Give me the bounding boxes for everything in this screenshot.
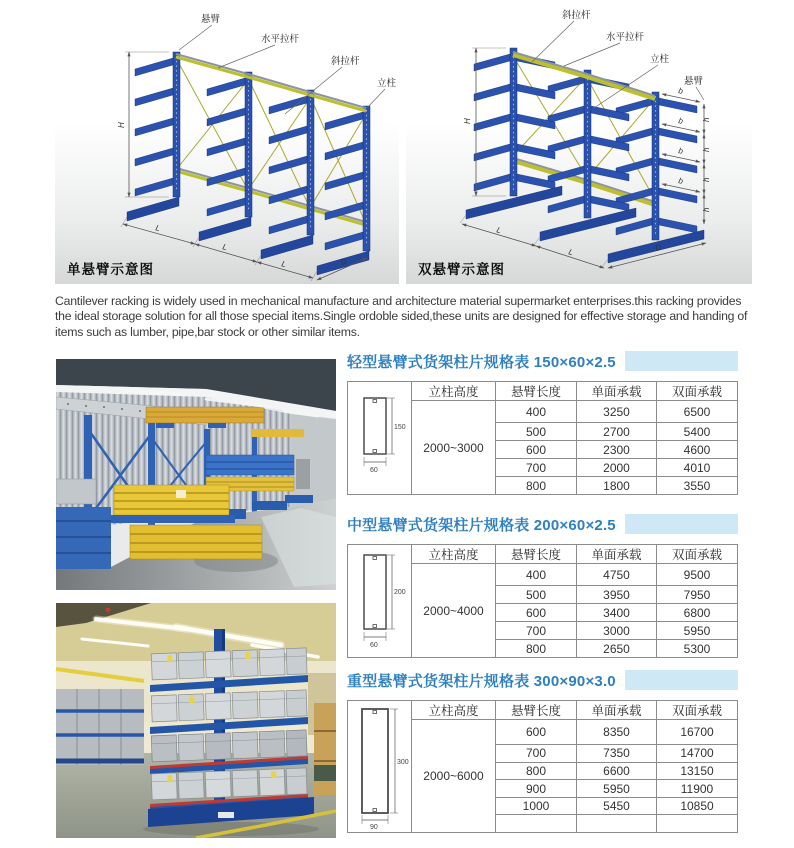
cell: 600 [496, 441, 577, 459]
spec-title-row [347, 350, 738, 372]
cell: 600 [496, 720, 577, 745]
title-highlight-bar [625, 351, 738, 371]
column-label: 立柱 [650, 54, 670, 65]
cell: 600 [496, 604, 577, 622]
profile-height: 200 [393, 589, 406, 596]
spec-table-medium-duty [347, 544, 738, 658]
leader-line [218, 45, 275, 68]
title-highlight-bar [625, 670, 738, 690]
column-label: 立柱 [377, 78, 397, 89]
double-cantilever-diagram [406, 6, 752, 284]
svg-text:h: h [702, 117, 711, 122]
svg-text:b: b [677, 176, 684, 186]
cell: 500 [496, 423, 577, 441]
leader-line [367, 89, 385, 108]
col-header: 立柱高度 [412, 382, 496, 401]
cell: 700 [496, 459, 577, 477]
svg-text:L: L [495, 225, 503, 236]
cell: 5400 [657, 423, 738, 441]
col-header: 单面承载 [577, 382, 657, 401]
depth-dimension: D [339, 256, 349, 267]
svg-text:L: L [567, 247, 575, 258]
cell: 800 [496, 477, 577, 495]
spec-title: 轻型悬臂式货架柱片规格表 150×60×2.5 [347, 353, 616, 371]
cell: 800 [496, 640, 577, 658]
spec-title: 中型悬臂式货架柱片规格表 200×60×2.5 [347, 516, 616, 534]
cell: 1800 [577, 477, 657, 495]
cell: 900 [496, 780, 577, 798]
spec-table-heavy-duty [347, 700, 738, 833]
cell: 3950 [577, 586, 657, 604]
column-height-cell: 2000~3000 [412, 401, 496, 495]
svg-text:b: b [677, 116, 684, 126]
cell: 5450 [577, 797, 657, 815]
cell: 6600 [577, 762, 657, 780]
column-height-cell: 2000~6000 [412, 720, 496, 833]
spec-title: 重型悬臂式货架柱片规格表 300×90×3.0 [347, 672, 616, 690]
cell: 3000 [577, 622, 657, 640]
cell: 7350 [577, 745, 657, 763]
single-cantilever-diagram-panel [55, 6, 399, 284]
arm-label: 悬臂 [201, 14, 221, 25]
col-header: 悬臂长度 [496, 701, 577, 720]
col-header: 单面承载 [577, 701, 657, 720]
cell: 8350 [577, 720, 657, 745]
cell: 6800 [657, 604, 738, 622]
single-cantilever-diagram [55, 6, 399, 284]
cell: 5950 [577, 780, 657, 798]
column-height-cell: 2000~4000 [412, 564, 496, 658]
cell: 2300 [577, 441, 657, 459]
single-cantilever-caption: 单悬臂示意图 [67, 262, 154, 277]
cell: 2650 [577, 640, 657, 658]
col-header: 立柱高度 [412, 545, 496, 564]
cell: 10850 [657, 797, 738, 815]
warehouse-photo-indoor-cantilever [56, 603, 336, 838]
cell: 500 [496, 586, 577, 604]
cell: 3400 [577, 604, 657, 622]
svg-text:h: h [702, 207, 711, 212]
profile-height: 300 [396, 759, 409, 766]
cell: 700 [496, 745, 577, 763]
cell: 400 [496, 564, 577, 586]
profile-width: 60 [369, 642, 378, 649]
cell: 11900 [657, 780, 738, 798]
cell: 2700 [577, 423, 657, 441]
svg-text:h: h [702, 147, 711, 152]
cell: 13150 [657, 762, 738, 780]
spec-section-medium-duty [347, 513, 738, 658]
col-header: 立柱高度 [412, 701, 496, 720]
cell [496, 815, 577, 833]
spec-table-light-duty [347, 381, 738, 495]
profile-height: 150 [393, 424, 406, 431]
cell: 4600 [657, 441, 738, 459]
cell: 700 [496, 622, 577, 640]
cell: 3250 [577, 401, 657, 423]
col-header: 双面承载 [657, 545, 738, 564]
leader-line [179, 25, 212, 50]
svg-text:h: h [702, 177, 711, 182]
warehouse-photo-outdoor-cantilever [56, 359, 336, 590]
cell: 2000 [577, 459, 657, 477]
cell: 400 [496, 401, 577, 423]
double-cantilever-diagram-panel [406, 6, 752, 284]
column-profile-diagram [348, 545, 412, 658]
height-dimension: H [463, 118, 472, 124]
svg-text:b: b [677, 146, 684, 156]
cell: 3550 [657, 477, 738, 495]
cell: 5300 [657, 640, 738, 658]
col-header: 双面承载 [657, 382, 738, 401]
double-cantilever-caption: 双悬臂示意图 [418, 262, 505, 277]
spec-section-heavy-duty [347, 669, 738, 833]
rack-columns [127, 52, 370, 275]
cell: 4750 [577, 564, 657, 586]
length-dimension: L [221, 242, 229, 253]
cell [657, 815, 738, 833]
col-header: 双面承载 [657, 701, 738, 720]
title-highlight-bar [625, 514, 738, 534]
column-profile-diagram [348, 382, 412, 495]
col-header: 悬臂长度 [496, 382, 577, 401]
cell: 9500 [657, 564, 738, 586]
cell [577, 815, 657, 833]
spec-section-light-duty [347, 350, 738, 495]
length-dimension: L [280, 259, 288, 270]
horizontal-tie-label: 水平拉杆 [606, 32, 645, 43]
horizontal-tie-label: 水平拉杆 [261, 34, 300, 45]
svg-text:b: b [677, 86, 684, 96]
col-header: 单面承载 [577, 545, 657, 564]
arm-label: 悬臂 [684, 76, 704, 87]
profile-width: 60 [369, 467, 378, 474]
cell: 1000 [496, 797, 577, 815]
svg-text:D: D [654, 242, 663, 253]
profile-width: 90 [369, 824, 378, 830]
height-dimension: H [117, 122, 126, 128]
cell: 16700 [657, 720, 738, 745]
cell: 14700 [657, 745, 738, 763]
intro-paragraph: Cantilever racking is widely used in mechanical manufacture and architecture material supermarket enterprises.this racking provides the ideal storage solution for all those special items.Single ordoble sided,these units are designed for effective storage and handing of items such as lumber, pipe,bar stock or other similar items. [55, 294, 748, 339]
cell: 4010 [657, 459, 738, 477]
spec-title-row [347, 669, 738, 691]
diagonal-tie-label: 斜拉杆 [331, 56, 360, 67]
col-header: 悬臂长度 [496, 545, 577, 564]
length-dimension: L [154, 223, 162, 234]
cell: 5950 [657, 622, 738, 640]
cell: 800 [496, 762, 577, 780]
cell: 7950 [657, 586, 738, 604]
column-profile-diagram [348, 701, 412, 833]
diagonal-tie-label: 斜拉杆 [562, 10, 591, 21]
cell: 6500 [657, 401, 738, 423]
spec-title-row [347, 513, 738, 535]
